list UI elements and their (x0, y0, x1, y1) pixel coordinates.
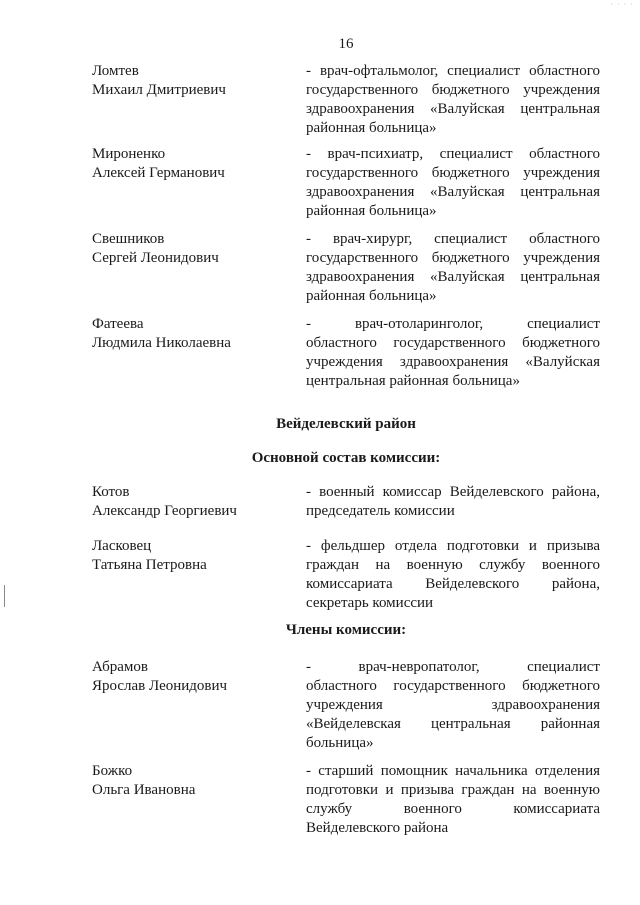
member-name (92, 537, 302, 575)
role-line: районная больница» (306, 203, 437, 219)
member-surname: Божко (92, 763, 133, 779)
member-surname: Ломтев (92, 63, 139, 79)
role-line: - фельдшер отдела подготовки и призыва (306, 538, 600, 554)
role-line: - врач-отоларинголог, специалист (306, 316, 600, 332)
member-role (306, 315, 600, 391)
members-heading: Члены комиссии: (285, 622, 407, 638)
member-name (92, 145, 302, 183)
role-line: - врач-офтальмолог, специалист областного (306, 63, 600, 79)
member-given-names: Ольга Ивановна (92, 782, 196, 798)
role-line: - старший помощник начальника отделения (306, 763, 600, 779)
member-surname: Котов (92, 484, 130, 500)
member-given-names: Людмила Николаевна (92, 335, 231, 351)
role-line: больница» (306, 735, 374, 751)
member-role (306, 230, 600, 306)
role-line: - врач-невропатолог, специалист (306, 659, 600, 675)
role-line: районная больница» (306, 120, 437, 136)
role-line: - врач-психиатр, специалист областного (306, 146, 600, 162)
member-given-names: Татьяна Петровна (92, 557, 207, 573)
member-role (306, 762, 600, 838)
member-given-names: Сергей Леонидович (92, 250, 219, 266)
member-surname: Ласковец (92, 538, 152, 554)
role-line: центральная районная больница» (306, 373, 520, 389)
member-role (306, 62, 600, 138)
role-line: учреждения здравоохранения «Валуйская (306, 354, 600, 370)
role-line: секретарь комиссии (306, 595, 434, 611)
member-given-names: Михаил Дмитриевич (92, 82, 226, 98)
member-given-names: Александр Георгиевич (92, 503, 237, 519)
member-given-names: Ярослав Леонидович (92, 678, 228, 694)
member-surname: Абрамов (92, 659, 148, 675)
page-number: 16 (338, 36, 354, 52)
member-name (92, 658, 302, 696)
member-name (92, 762, 302, 800)
role-line: председатель комиссии (306, 503, 455, 519)
role-line: учреждения здравоохранения (306, 697, 600, 713)
role-line: здравоохранения «Валуйская центральная (306, 269, 600, 285)
role-line: службу военного комиссариата (306, 801, 600, 817)
role-line: «Вейделевская центральная районная (306, 716, 600, 732)
scan-margin-mark (4, 585, 5, 607)
member-surname: Мироненко (92, 146, 166, 162)
main-composition-heading: Основной состав комиссии: (251, 450, 441, 466)
role-line: областного государственного бюджетного (306, 678, 600, 694)
role-line: комиссариата Вейделевского района, (306, 576, 600, 592)
role-line: здравоохранения «Валуйская центральная (306, 184, 600, 200)
member-surname: Свешников (92, 231, 165, 247)
role-line: - врач-хирург, специалист областного (306, 231, 600, 247)
member-name (92, 315, 302, 353)
member-surname: Фатеева (92, 316, 144, 332)
member-given-names: Алексей Германович (92, 165, 225, 181)
role-line: государственного бюджетного учреждения (306, 250, 600, 266)
member-name (92, 483, 302, 521)
role-line: государственного бюджетного учреждения (306, 165, 600, 181)
member-role (306, 483, 600, 521)
role-line: государственного бюджетного учреждения (306, 82, 600, 98)
member-role (306, 658, 600, 753)
member-role (306, 537, 600, 613)
role-line: областного государственного бюджетного (306, 335, 600, 351)
role-line: - военный комиссар Вейделевского района, (306, 484, 600, 500)
member-name (92, 230, 302, 268)
role-line: здравоохранения «Валуйская центральная (306, 101, 600, 117)
member-name (92, 62, 302, 100)
district-title: Вейделевский район (276, 416, 416, 432)
role-line: подготовки и призыва граждан на военную (306, 782, 600, 798)
role-line: Вейделевского района (306, 820, 449, 836)
role-line: районная больница» (306, 288, 437, 304)
scan-corner-mark: · · · · (610, 0, 634, 9)
role-line: граждан на военную службу военного (306, 557, 600, 573)
member-role (306, 145, 600, 221)
